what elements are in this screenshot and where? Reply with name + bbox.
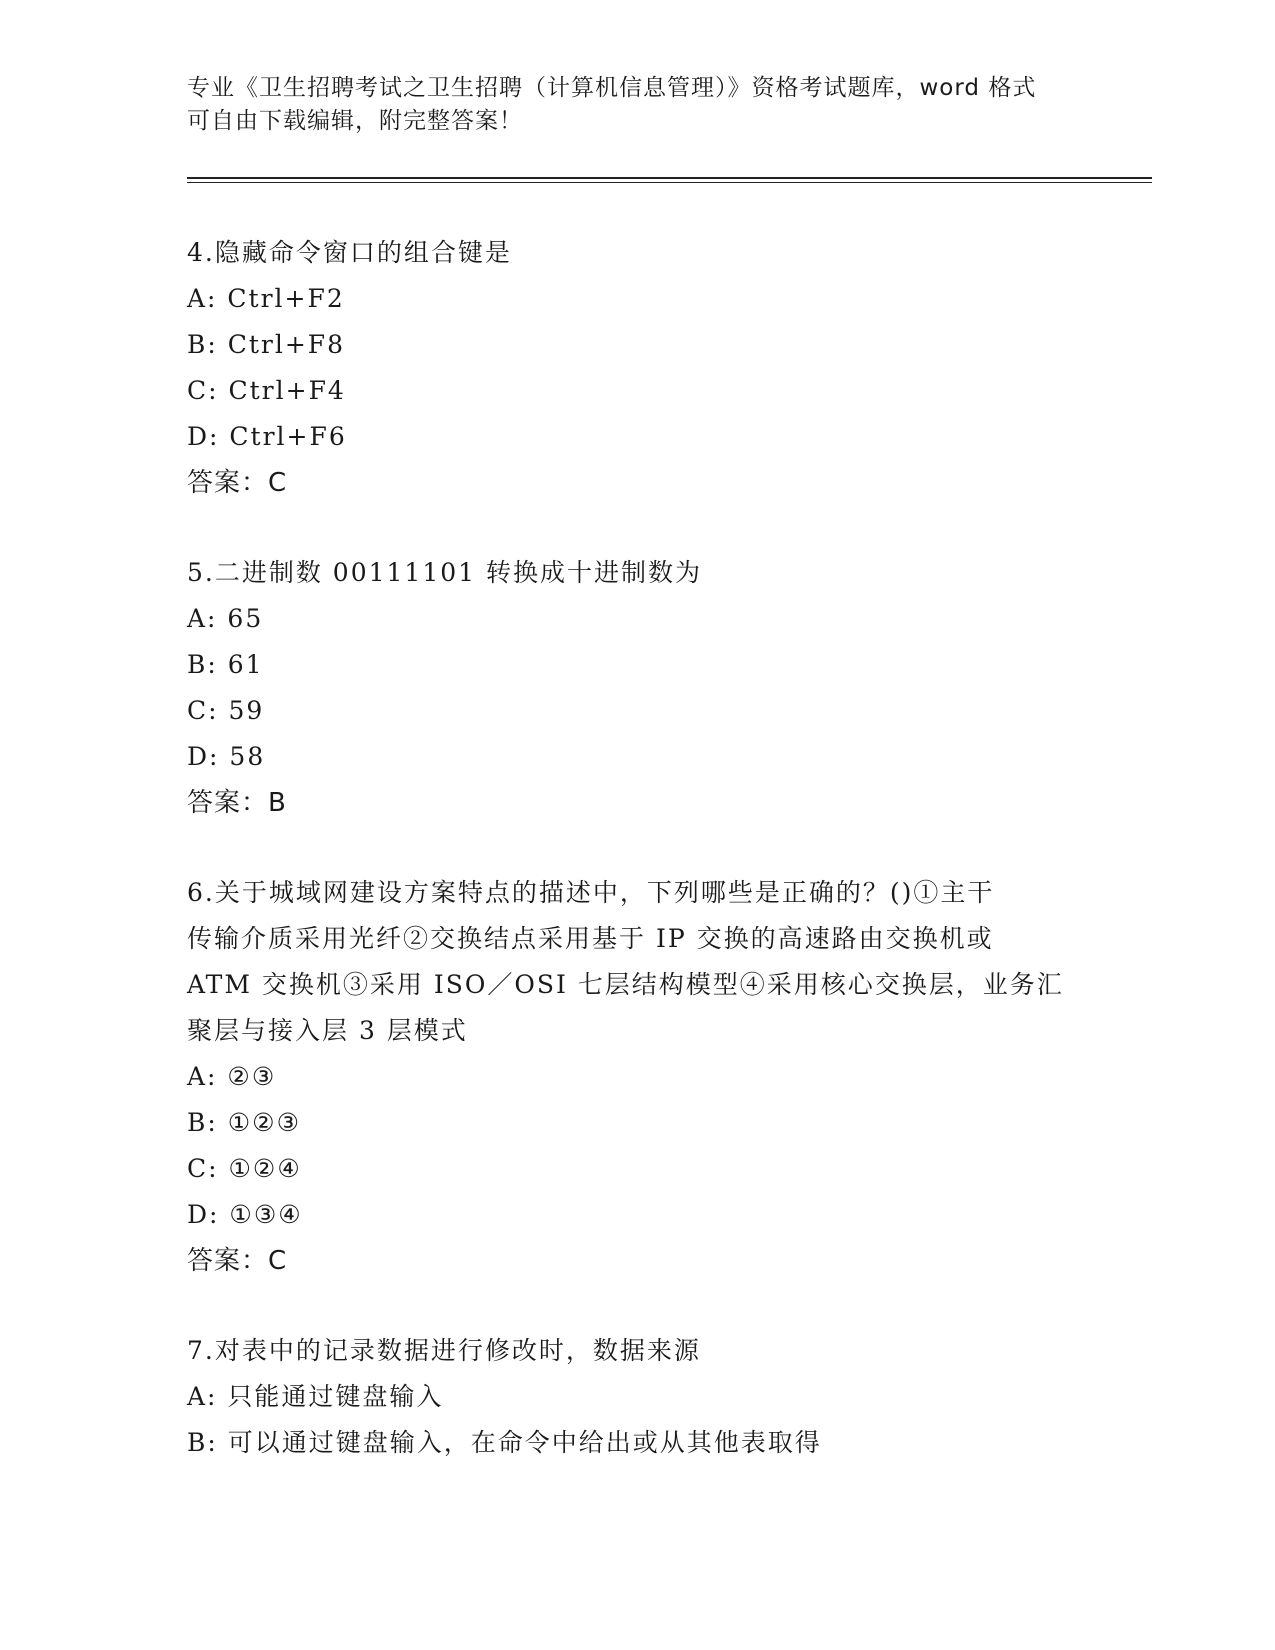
option-b: B: 61 bbox=[187, 650, 264, 679]
option-a: A: ②③ bbox=[187, 1062, 277, 1091]
question-list bbox=[187, 230, 1087, 1510]
option-a: A: 只能通过键盘输入 bbox=[187, 1382, 444, 1411]
option-c: C: ①②④ bbox=[187, 1154, 302, 1183]
document-header bbox=[187, 72, 1087, 138]
question-stem-line-3: ATM 交换机③采用 ISO／OSI 七层结构模型④采用核心交换层，业务汇 bbox=[187, 970, 1064, 999]
header-divider-thick bbox=[187, 177, 1152, 179]
option-d: D: 58 bbox=[187, 742, 266, 771]
question-stem: 4.隐藏命令窗口的组合键是 bbox=[187, 238, 512, 267]
option-a: A: Ctrl+F2 bbox=[187, 284, 345, 313]
header-divider-thin bbox=[187, 182, 1152, 183]
answer: 答案：C bbox=[187, 468, 288, 498]
question-stem: 7.对表中的记录数据进行修改时，数据来源 bbox=[187, 1336, 701, 1365]
question-stem: 5.二进制数 00111101 转换成十进制数为 bbox=[187, 558, 702, 587]
question-stem-line-2: 传输介质采用光纤②交换结点采用基于 IP 交换的高速路由交换机或 bbox=[187, 924, 994, 953]
question-6 bbox=[187, 870, 1087, 1284]
option-d: D: Ctrl+F6 bbox=[187, 422, 347, 451]
question-stem-line-4: 聚层与接入层 3 层模式 bbox=[187, 1016, 468, 1045]
question-4 bbox=[187, 230, 1087, 506]
header-line-1: 专业《卫生招聘考试之卫生招聘（计算机信息管理）》资格考试题库，word 格式 bbox=[187, 75, 1037, 101]
option-c: C: Ctrl+F4 bbox=[187, 376, 346, 405]
option-a: A: 65 bbox=[187, 604, 264, 633]
header-line-2: 可自由下载编辑，附完整答案！ bbox=[187, 108, 523, 134]
question-stem-line-1: 6.关于城域网建设方案特点的描述中，下列哪些是正确的？()①主干 bbox=[187, 878, 995, 907]
option-d: D: ①③④ bbox=[187, 1200, 303, 1229]
answer: 答案：C bbox=[187, 1246, 288, 1276]
question-7 bbox=[187, 1328, 1087, 1466]
option-b: B: Ctrl+F8 bbox=[187, 330, 346, 359]
option-c: C: 59 bbox=[187, 696, 265, 725]
option-b: B: 可以通过键盘输入，在命令中给出或从其他表取得 bbox=[187, 1428, 822, 1457]
option-b: B: ①②③ bbox=[187, 1108, 301, 1137]
answer: 答案：B bbox=[187, 788, 287, 818]
question-5 bbox=[187, 550, 1087, 826]
